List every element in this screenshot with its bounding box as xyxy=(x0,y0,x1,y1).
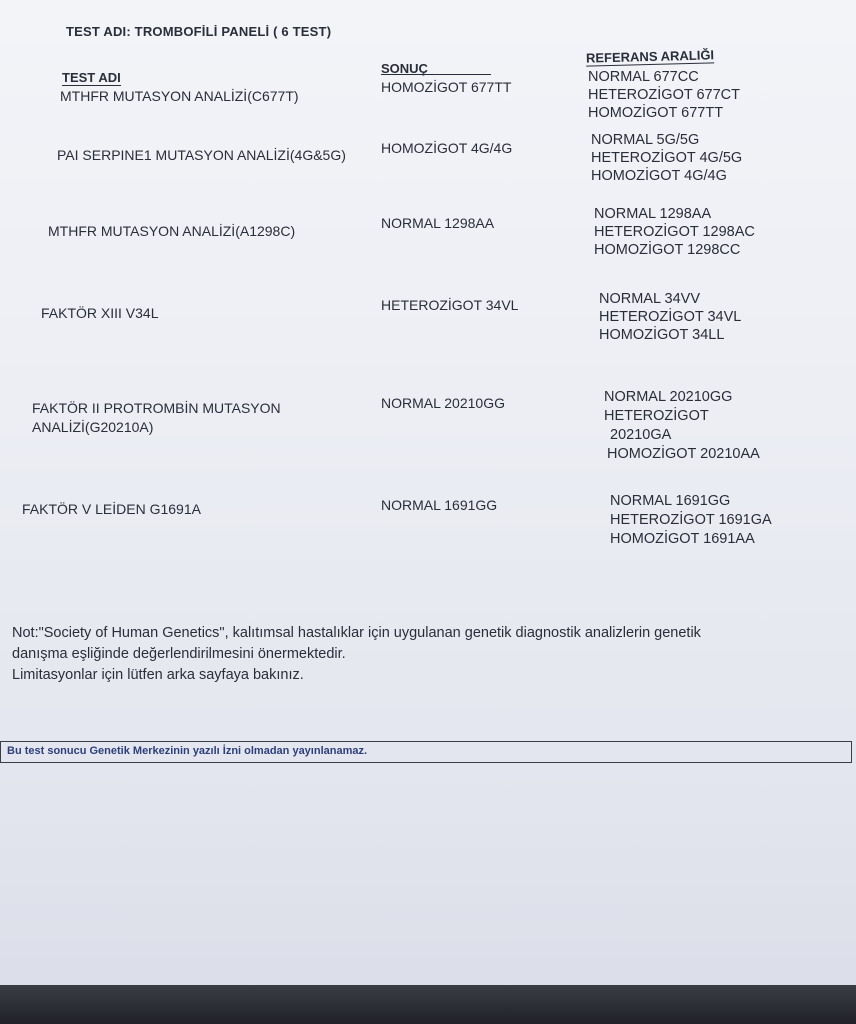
header-test-name: TEST ADI xyxy=(62,70,121,85)
test-name: FAKTÖR II PROTROMBİN MUTASYON ANALİZİ(G20210A) xyxy=(32,400,281,435)
dark-surface-edge xyxy=(0,985,856,1024)
reference-range: NORMAL 5G/5G HETEROZİGOT 4G/5G HOMOZİGOT 4G/4G xyxy=(591,132,743,184)
header-result: SONUÇ xyxy=(381,61,428,76)
footer-disclaimer-box xyxy=(0,741,852,763)
header-reference: REFERANS ARALIĞI xyxy=(585,47,715,66)
test-name: MTHFR MUTASYON ANALİZİ(A1298C) xyxy=(48,223,296,239)
panel-title: TEST ADI: TROMBOFİLİ PANELİ ( 6 TEST) xyxy=(66,24,332,39)
test-name: MTHFR MUTASYON ANALİZİ(C677T) xyxy=(60,88,299,104)
test-result: NORMAL 1298AA xyxy=(381,215,495,231)
test-name: PAI SERPINE1 MUTASYON ANALİZİ(4G&5G) xyxy=(57,147,346,163)
reference-range: NORMAL 20210GG HETEROZİGOT 20210GA HOMOZİGOT 20210AA xyxy=(604,389,760,462)
test-name: FAKTÖR XIII V34L xyxy=(41,305,159,321)
header-result-underline xyxy=(381,74,491,75)
test-result: NORMAL 20210GG xyxy=(381,395,505,411)
footer-disclaimer: Bu test sonucu Genetik Merkezinin yazılı İzni olmadan yayınlanamaz. xyxy=(7,745,368,757)
reference-range: NORMAL 34VV HETEROZİGOT 34VL HOMOZİGOT 34LL xyxy=(599,291,742,343)
test-result: HOMOZİGOT 677TT xyxy=(381,79,512,95)
reference-range: NORMAL 677CC HETEROZİGOT 677CT HOMOZİGOT 677TT xyxy=(588,69,741,121)
test-name: FAKTÖR V LEİDEN G1691A xyxy=(22,501,201,517)
reference-range: NORMAL 1691GG HETEROZİGOT 1691GA HOMOZİGOT 1691AA xyxy=(610,493,772,547)
genetics-note: Not:"Society of Human Genetics", kalıtımsal hastalıklar için uygulanan genetik diagnostik analizlerin genetik danışma eşliğinde değerlendirilmesini önermektedir. Limitasyonlar için lütfen arka sayfaya bakınız. xyxy=(12,625,701,683)
test-result: NORMAL 1691GG xyxy=(381,497,498,513)
test-result: HETEROZİGOT 34VL xyxy=(381,297,519,313)
reference-range: NORMAL 1298AA HETEROZİGOT 1298AC HOMOZİGOT 1298CC xyxy=(594,206,755,258)
test-result: HOMOZİGOT 4G/4G xyxy=(381,140,513,156)
